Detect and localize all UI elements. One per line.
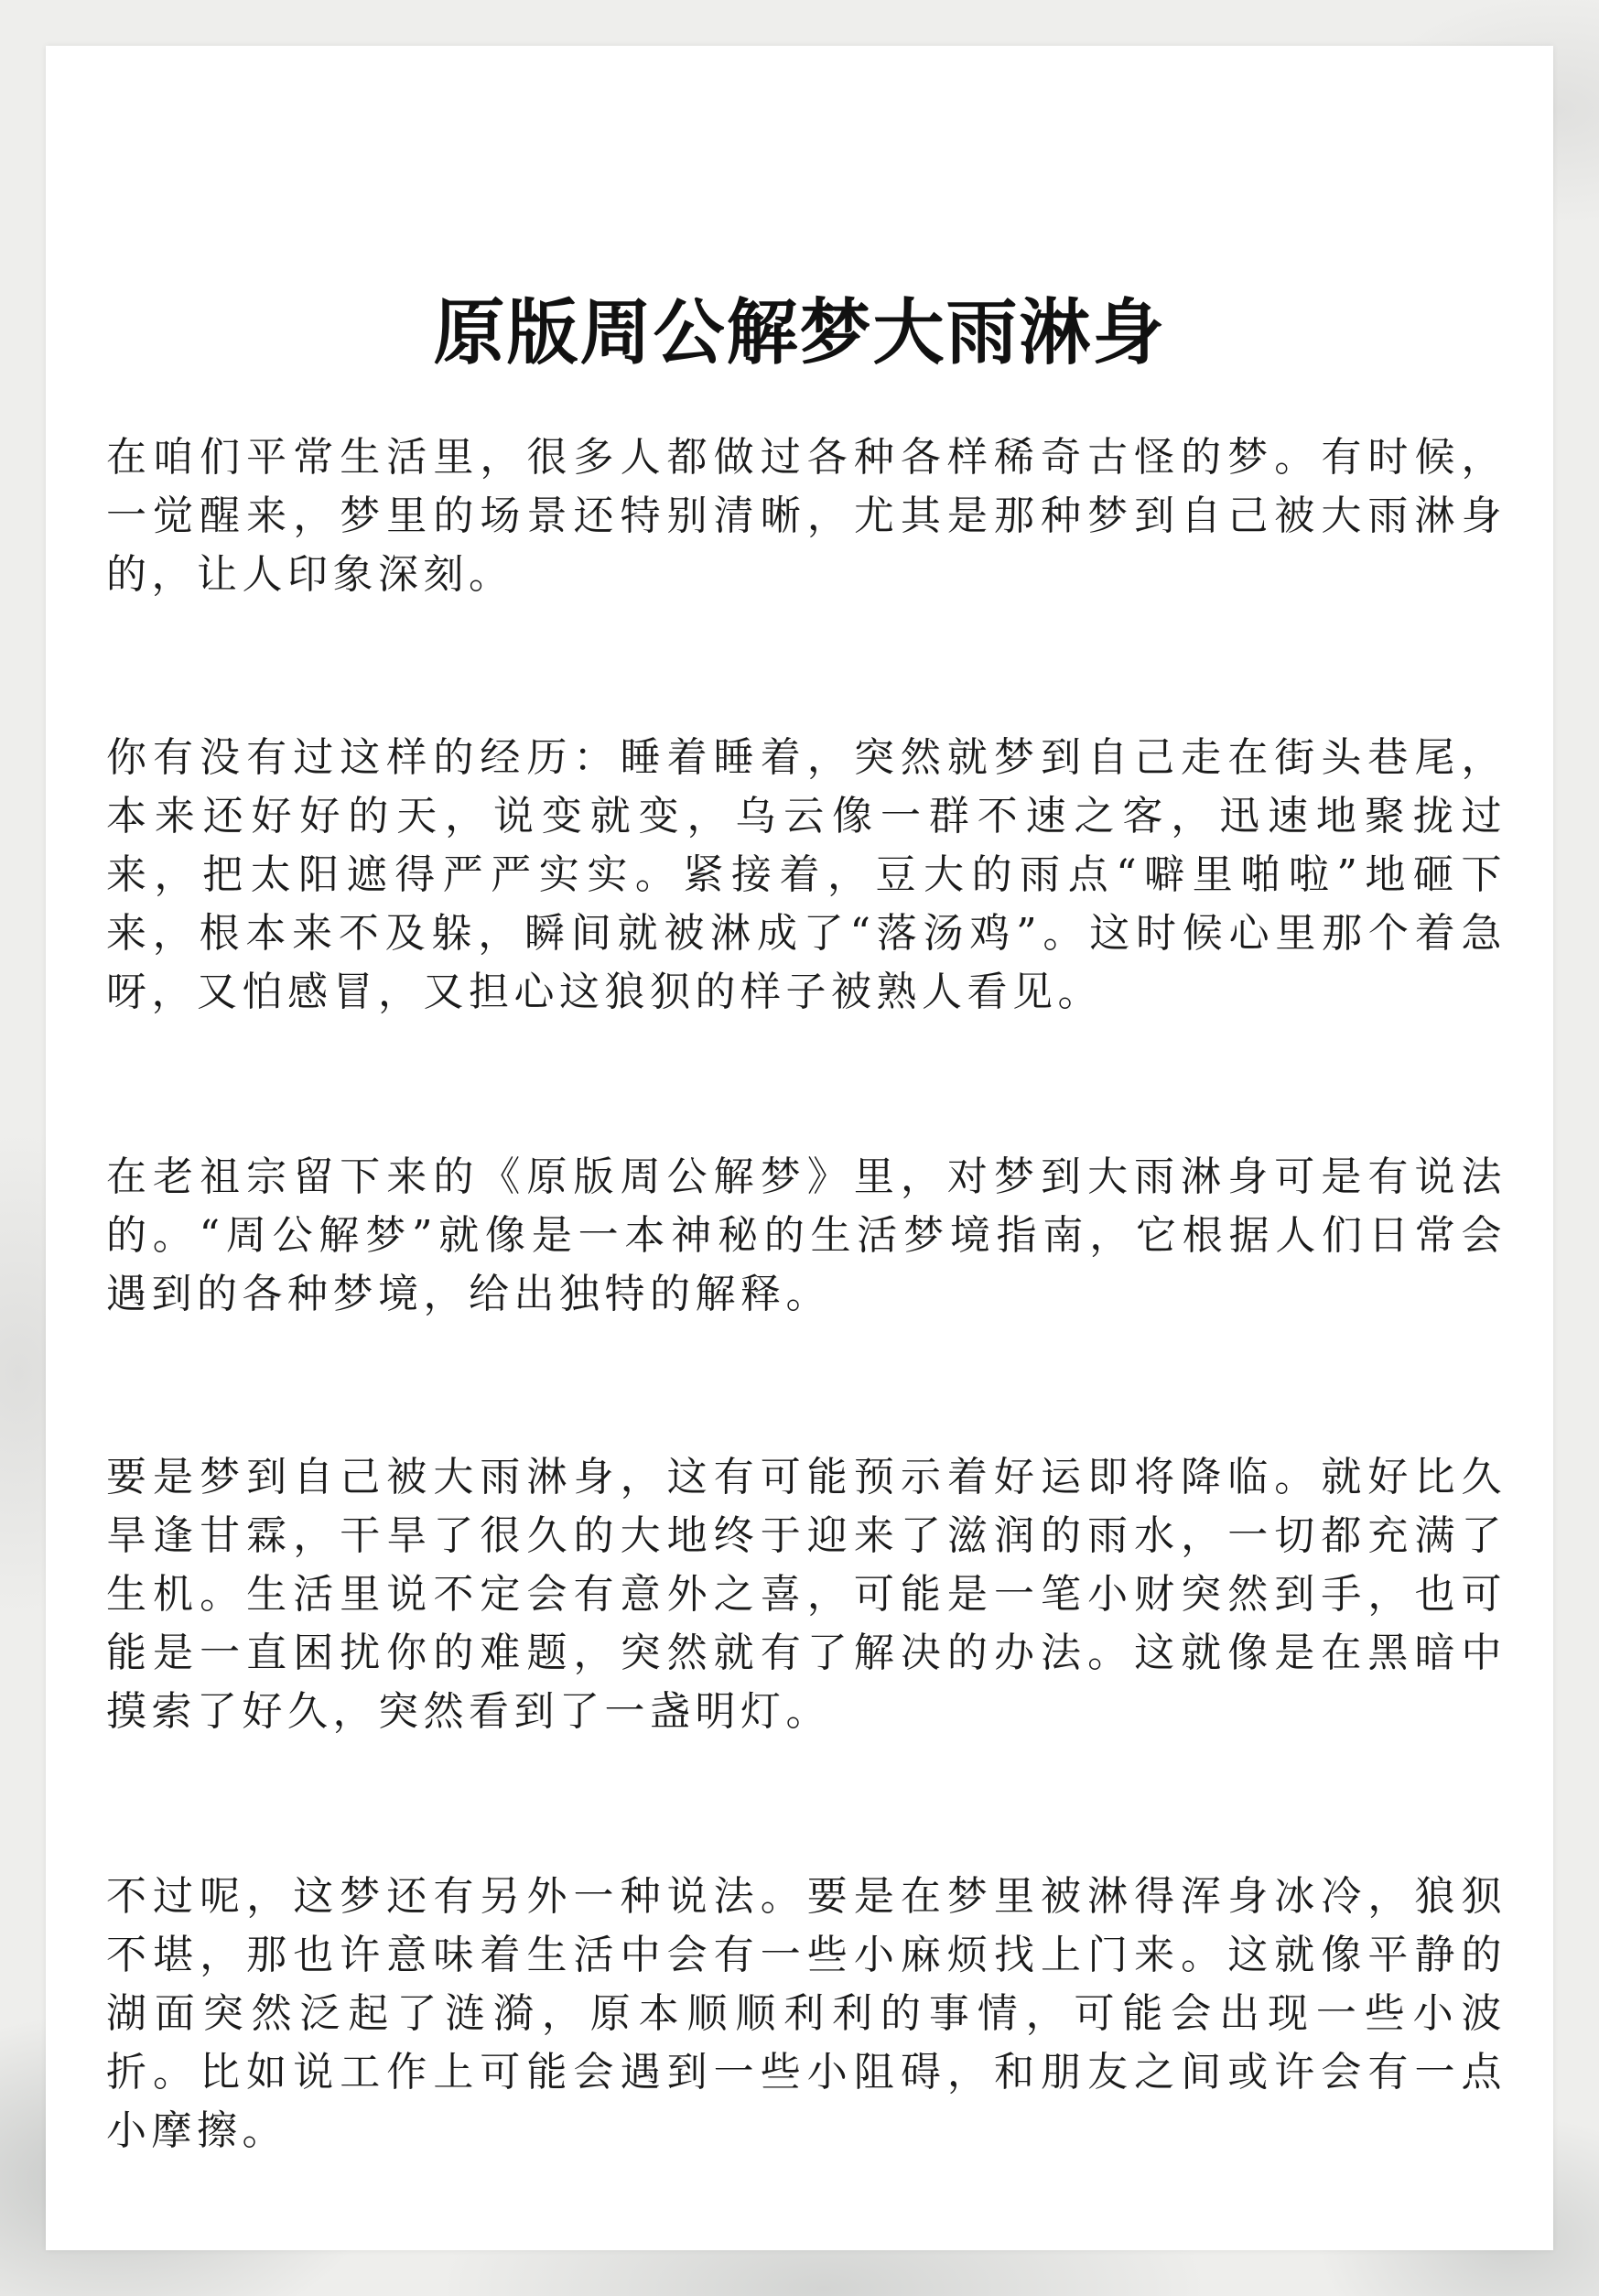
paragraph-intro: 在咱们平常生活里，很多人都做过各种各样稀奇古怪的梦。有时候，一觉醒来，梦里的场景还特别清晰，尤其是那种梦到自己被大雨淋身的，让人印象深刻。 — [106, 434, 1507, 598]
paragraph-zhougong-intro: 在老祖宗留下来的《原版周公解梦》里，对梦到大雨淋身可是有说法的。“周公解梦”就像是一本神秘的生活梦境指南，它根据人们日常会遇到的各种梦境，给出独特的解释。 — [106, 1153, 1507, 1317]
paragraph-dream-scene: 你有没有过这样的经历：睡着睡着，突然就梦到自己走在街头巷尾，本来还好好的天，说变就变，乌云像一群不速之客，迅速地聚拢过来，把太阳遮得严严实实。紧接着，豆大的雨点“噼里啪啦”地砸下来，根本来不及躲，瞬间就被淋成了“落汤鸡”。这时候心里那个着急呀，又怕感冒，又担心这狼狈的样子被熟人看见。 — [106, 734, 1507, 1015]
document-page — [46, 46, 1553, 2250]
paragraph-good-luck: 要是梦到自己被大雨淋身，这有可能预示着好运即将降临。就好比久旱逢甘霖，干旱了很久的大地终于迎来了滋润的雨水，一切都充满了生机。生活里说不定会有意外之喜，可能是一笔小财突然到手，也可能是一直困扰你的难题，突然就有了解决的办法。这就像是在黑暗中摸索了好久，突然看到了一盏明灯。 — [106, 1454, 1507, 1735]
article-title: 原版周公解梦大雨淋身 — [433, 292, 1166, 375]
paragraph-minor-trouble: 不过呢，这梦还有另外一种说法。要是在梦里被淋得浑身冰冷，狼狈不堪，那也许意味着生活中会有一些小麻烦找上门来。这就像平静的湖面突然泛起了涟漪，原本顺顺利利的事情，可能会出现一些小波折。比如说工作上可能会遇到一些小阻碍，和朋友之间或许会有一点小摩擦。 — [106, 1873, 1507, 2154]
